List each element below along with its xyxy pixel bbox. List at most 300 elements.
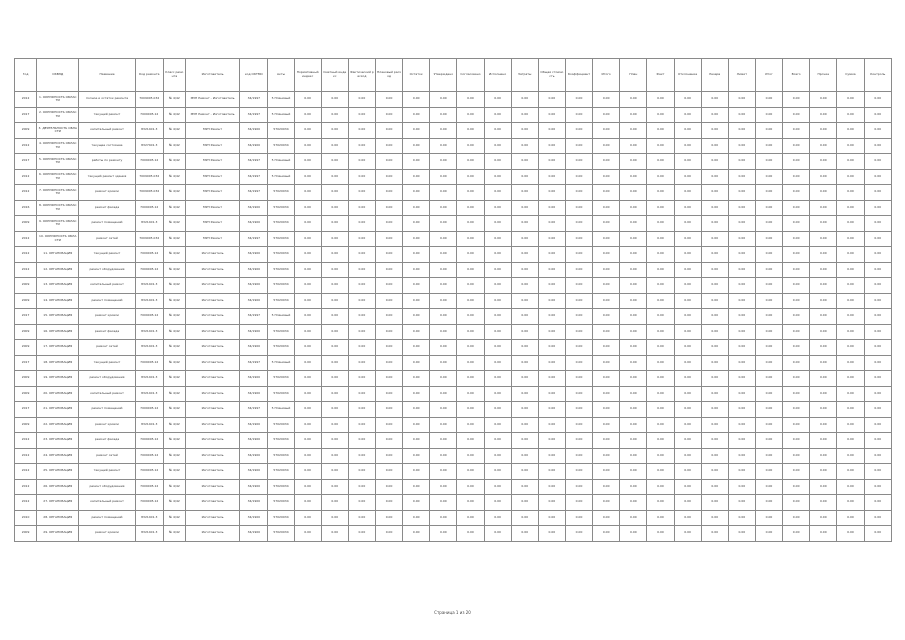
table-cell: 0.00 xyxy=(375,107,402,123)
table-cell: 34/1900 xyxy=(240,510,268,526)
table-cell: 0.00 xyxy=(294,324,321,340)
table-cell: 0.00 xyxy=(864,169,892,185)
table-cell: 0.00 xyxy=(620,371,647,387)
table-cell: 0.00 xyxy=(294,448,321,464)
table-cell: № 4/42 xyxy=(163,479,185,495)
table-cell: 0.00 xyxy=(294,107,321,123)
table-cell: 0.00 xyxy=(375,402,402,418)
table-cell: 0.00 xyxy=(511,510,538,526)
table-cell: 0.00 xyxy=(864,324,892,340)
table-cell: 0.00 xyxy=(457,402,484,418)
column-header: Название xyxy=(79,59,135,92)
table-cell: 0.00 xyxy=(321,92,348,108)
table-cell: 0.00 xyxy=(755,386,782,402)
column-header: Контроль xyxy=(864,59,892,92)
table-cell: 0.00 xyxy=(403,169,430,185)
table-cell: 34/1900 xyxy=(240,433,268,449)
table-cell: 0.00 xyxy=(375,324,402,340)
table-cell: 1. ОКРУЖНОСТЬ ОБЛАСТИ xyxy=(37,92,79,108)
table-cell: 2009 xyxy=(15,340,37,356)
table-cell: МУП Ремонт xyxy=(185,169,239,185)
table-cell: 0.00 xyxy=(783,247,810,263)
table-cell: 0.00 xyxy=(511,464,538,480)
table-cell: 0.00 xyxy=(565,293,592,309)
table-cell: текущий ремонт xyxy=(79,247,135,263)
table-cell: 0.00 xyxy=(728,247,755,263)
table-cell: 0.00 xyxy=(620,309,647,325)
table-cell: 0.00 xyxy=(647,309,674,325)
table-cell: 0.00 xyxy=(701,123,728,139)
table-cell: 57020034 xyxy=(268,417,294,433)
table-cell: 34/1997 xyxy=(240,355,268,371)
table-cell: 0.00 xyxy=(728,433,755,449)
table-cell: 21. ОРГАНИЗАЦИЯ xyxy=(37,402,79,418)
table-cell: 0.00 xyxy=(403,448,430,464)
table-cell: 0.00 xyxy=(620,448,647,464)
table-row xyxy=(15,216,892,232)
table-cell: 0.00 xyxy=(810,433,837,449)
table-cell: 0.00 xyxy=(430,309,457,325)
table-cell: 0.00 xyxy=(375,185,402,201)
table-cell: 0.00 xyxy=(294,526,321,542)
table-cell: 0.00 xyxy=(864,340,892,356)
table-cell: 0.00 xyxy=(864,479,892,495)
table-cell: 34/1900 xyxy=(240,371,268,387)
table-cell: 0.00 xyxy=(430,216,457,232)
table-cell: 0.00 xyxy=(674,402,701,418)
table-cell: 22. ОРГАНИЗАЦИЯ xyxy=(37,417,79,433)
table-cell: 0.00 xyxy=(348,402,375,418)
table-cell: 34/1900 xyxy=(240,464,268,480)
table-cell: № 4/42 xyxy=(163,371,185,387)
table-cell: 0.00 xyxy=(430,293,457,309)
table-cell: 0.00 xyxy=(294,293,321,309)
table-cell: 34/1900 xyxy=(240,448,268,464)
table-cell: 0.00 xyxy=(647,526,674,542)
table-cell: 0.00 xyxy=(674,247,701,263)
table-row xyxy=(15,479,892,495)
table-cell: 0.00 xyxy=(565,526,592,542)
table-cell: 0.00 xyxy=(403,417,430,433)
table-row xyxy=(15,309,892,325)
column-header: Коэффициент xyxy=(565,59,592,92)
table-cell: 0.00 xyxy=(375,262,402,278)
table-cell: 20. ОРГАНИЗАЦИЯ xyxy=(37,386,79,402)
table-cell: 0.00 xyxy=(348,138,375,154)
table-cell: 0.00 xyxy=(430,433,457,449)
table-cell: 0.00 xyxy=(375,495,402,511)
table-cell: ремонт сетей xyxy=(79,231,135,247)
table-cell: 0.00 xyxy=(647,216,674,232)
table-cell: 0.00 xyxy=(348,200,375,216)
table-cell: 0.00 xyxy=(375,464,402,480)
table-cell: 0.00 xyxy=(484,386,511,402)
table-cell: 0.00 xyxy=(837,169,864,185)
table-cell: 2012 xyxy=(15,464,37,480)
table-cell: 0.00 xyxy=(647,324,674,340)
table-cell: 0.00 xyxy=(593,262,620,278)
table-cell: 0.00 xyxy=(348,107,375,123)
data-table xyxy=(14,58,892,542)
table-cell: 16. ОРГАНИЗАЦИЯ xyxy=(37,324,79,340)
table-cell: Изготовитель xyxy=(185,402,239,418)
table-cell: 0.00 xyxy=(864,107,892,123)
table-cell: 0.00 xyxy=(593,417,620,433)
table-cell: № 4/42 xyxy=(163,464,185,480)
table-cell: 0.00 xyxy=(701,154,728,170)
table-cell: 2017 xyxy=(15,355,37,371)
table-cell: текущее состояние xyxy=(79,138,135,154)
table-cell: 0.00 xyxy=(484,448,511,464)
table-cell: № 4/42 xyxy=(163,138,185,154)
table-cell: 0.00 xyxy=(457,340,484,356)
table-cell: 0.00 xyxy=(674,138,701,154)
table-cell: 0.00 xyxy=(755,123,782,139)
table-cell: 0.00 xyxy=(538,123,565,139)
table-cell: 0.00 xyxy=(864,262,892,278)
table-cell: 2009 xyxy=(15,526,37,542)
table-cell: 0.00 xyxy=(430,185,457,201)
table-cell: 0.00 xyxy=(511,371,538,387)
table-cell: № 4/42 xyxy=(163,123,185,139)
table-cell: 0.00 xyxy=(457,169,484,185)
table-cell: 0.00 xyxy=(511,200,538,216)
table-cell: 0.00 xyxy=(647,371,674,387)
table-cell: 0.00 xyxy=(321,262,348,278)
table-cell: 0.00 xyxy=(701,371,728,387)
table-cell: 0.00 xyxy=(647,247,674,263)
table-cell: 57020034 xyxy=(268,138,294,154)
table-cell: 0.00 xyxy=(810,169,837,185)
table-cell: 5 Плановый xyxy=(268,107,294,123)
table-cell: 0.00 xyxy=(565,185,592,201)
table-cell: 0.00 xyxy=(755,107,782,123)
table-cell: 2012 xyxy=(15,262,37,278)
table-cell: 0.00 xyxy=(484,123,511,139)
table-cell: 0.00 xyxy=(864,216,892,232)
table-cell: 0.00 xyxy=(701,448,728,464)
table-cell: 0.00 xyxy=(538,479,565,495)
table-cell: 0.00 xyxy=(538,138,565,154)
table-row xyxy=(15,340,892,356)
table-cell: 0.00 xyxy=(864,200,892,216)
table-cell: 0.00 xyxy=(375,309,402,325)
table-cell: 0.00 xyxy=(728,262,755,278)
table-cell: 0.00 xyxy=(430,169,457,185)
table-cell: 0.00 xyxy=(647,231,674,247)
table-cell: 7009005.12 xyxy=(135,495,163,511)
table-cell: 0.00 xyxy=(457,309,484,325)
table-cell: 0.00 xyxy=(783,216,810,232)
table-row xyxy=(15,231,892,247)
table-cell: 0.00 xyxy=(430,107,457,123)
table-cell: 57020034 xyxy=(268,200,294,216)
table-cell: 0.00 xyxy=(484,92,511,108)
table-cell: 0.00 xyxy=(783,185,810,201)
table-cell: 0.00 xyxy=(430,138,457,154)
table-cell: 0.00 xyxy=(511,278,538,294)
table-cell: 0.00 xyxy=(294,495,321,511)
table-cell: 7009005.12 xyxy=(135,402,163,418)
column-header: Затраты xyxy=(511,59,538,92)
table-cell: 0.00 xyxy=(511,231,538,247)
table-cell: 0.00 xyxy=(321,510,348,526)
table-cell: 0.00 xyxy=(321,123,348,139)
table-cell: 0.00 xyxy=(375,417,402,433)
table-cell: 0.00 xyxy=(810,154,837,170)
table-cell: 0.00 xyxy=(348,293,375,309)
table-cell: 0.00 xyxy=(511,495,538,511)
table-cell: 7009005.12 xyxy=(135,464,163,480)
table-cell: 25. ОРГАНИЗАЦИЯ xyxy=(37,464,79,480)
table-row xyxy=(15,278,892,294)
table-cell: 0.00 xyxy=(810,417,837,433)
table-cell: 0.00 xyxy=(484,138,511,154)
table-cell: 0.00 xyxy=(321,433,348,449)
table-cell: 0.00 xyxy=(538,154,565,170)
table-cell: 57020034 xyxy=(268,247,294,263)
table-cell: 57020034 xyxy=(268,386,294,402)
table-cell: 0.00 xyxy=(511,185,538,201)
table-cell: 0.00 xyxy=(321,231,348,247)
table-cell: 0.00 xyxy=(837,510,864,526)
table-cell: 0.00 xyxy=(484,278,511,294)
table-cell: 57020034 xyxy=(268,278,294,294)
table-cell: 0.00 xyxy=(294,340,321,356)
table-cell: 0.00 xyxy=(375,231,402,247)
table-cell: 0.00 xyxy=(864,402,892,418)
column-header: Класс ремонта xyxy=(163,59,185,92)
table-cell: 2012 xyxy=(15,433,37,449)
table-cell: 0.00 xyxy=(783,448,810,464)
table-cell: 34/1997 xyxy=(240,402,268,418)
table-cell: 0.00 xyxy=(511,92,538,108)
table-cell: 0.00 xyxy=(728,154,755,170)
table-cell: 0.00 xyxy=(321,355,348,371)
table-cell: 0.00 xyxy=(457,231,484,247)
table-cell: 0.00 xyxy=(484,464,511,480)
table-cell: 7009005.032 xyxy=(135,169,163,185)
column-header: Лимит xyxy=(728,59,755,92)
table-cell: 0.00 xyxy=(430,247,457,263)
table-cell: 0.00 xyxy=(457,107,484,123)
table-cell: 0.00 xyxy=(783,464,810,480)
table-cell: 0.00 xyxy=(403,293,430,309)
table-cell: 0.00 xyxy=(403,262,430,278)
table-cell: 0.00 xyxy=(674,92,701,108)
table-cell: 0.00 xyxy=(620,200,647,216)
column-header: Общая стоимость xyxy=(538,59,565,92)
table-cell: 0.00 xyxy=(484,479,511,495)
table-row xyxy=(15,92,892,108)
table-cell: 0.00 xyxy=(593,448,620,464)
table-cell: 0.00 xyxy=(538,247,565,263)
table-cell: 0.00 xyxy=(294,231,321,247)
table-cell: 0.00 xyxy=(647,154,674,170)
table-cell: 0.00 xyxy=(511,169,538,185)
table-cell: № 4/42 xyxy=(163,324,185,340)
table-cell: 0.00 xyxy=(430,324,457,340)
table-cell: 0.00 xyxy=(457,495,484,511)
table-cell: 0.00 xyxy=(593,123,620,139)
table-cell: Изготовитель xyxy=(185,479,239,495)
table-cell: 0.00 xyxy=(538,495,565,511)
table-cell: 0.00 xyxy=(348,247,375,263)
table-cell: 8321401.3 xyxy=(135,526,163,542)
table-cell: 0.00 xyxy=(783,510,810,526)
table-cell: 0.00 xyxy=(701,526,728,542)
table-cell: 0.00 xyxy=(783,495,810,511)
table-cell: 0.00 xyxy=(511,262,538,278)
table-cell: Изготовитель xyxy=(185,433,239,449)
table-cell: 0.00 xyxy=(294,402,321,418)
table-cell: 7009005.12 xyxy=(135,154,163,170)
table-cell: 0.00 xyxy=(511,247,538,263)
table-cell: 0.00 xyxy=(810,92,837,108)
table-cell: 0.00 xyxy=(593,526,620,542)
table-cell: 0.00 xyxy=(810,355,837,371)
table-cell: 0.00 xyxy=(375,510,402,526)
table-cell: 0.00 xyxy=(430,386,457,402)
table-cell: 0.00 xyxy=(484,510,511,526)
table-cell: 0.00 xyxy=(321,216,348,232)
table-cell: № 4/42 xyxy=(163,309,185,325)
table-row xyxy=(15,402,892,418)
table-cell: 57020034 xyxy=(268,340,294,356)
table-cell: 0.00 xyxy=(810,107,837,123)
table-cell: 3. ДЕЯТЕЛЬНОСТЬ ОБЛАСТИ xyxy=(37,123,79,139)
table-cell: 0.00 xyxy=(783,293,810,309)
table-cell: 0.00 xyxy=(755,309,782,325)
table-cell: 0.00 xyxy=(728,293,755,309)
table-cell: 0.00 xyxy=(593,169,620,185)
table-cell: 0.00 xyxy=(837,278,864,294)
table-cell: 0.00 xyxy=(810,231,837,247)
table-cell: 34/1997 xyxy=(240,231,268,247)
table-cell: 0.00 xyxy=(348,495,375,511)
table-cell: 0.00 xyxy=(755,185,782,201)
table-cell: 0.00 xyxy=(620,216,647,232)
table-cell: 0.00 xyxy=(837,231,864,247)
table-cell: 0.00 xyxy=(511,293,538,309)
column-header: Прочие xyxy=(810,59,837,92)
table-cell: 0.00 xyxy=(593,479,620,495)
table-cell: 0.00 xyxy=(565,278,592,294)
table-cell: МУП Ремонт xyxy=(185,216,239,232)
table-cell: 5 Плановый xyxy=(268,402,294,418)
table-cell: 0.00 xyxy=(375,371,402,387)
table-cell: 12. ОРГАНИЗАЦИЯ xyxy=(37,262,79,278)
table-cell: 0.00 xyxy=(810,324,837,340)
table-cell: № 4/42 xyxy=(163,293,185,309)
page-number: Страница 1 из 20 xyxy=(434,610,471,615)
table-cell: 0.00 xyxy=(538,402,565,418)
table-cell: № 4/42 xyxy=(163,386,185,402)
table-cell: № 4/42 xyxy=(163,417,185,433)
table-cell: 57020034 xyxy=(268,495,294,511)
table-cell: 2009 xyxy=(15,278,37,294)
table-cell: 0.00 xyxy=(484,495,511,511)
table-cell: 0.00 xyxy=(294,200,321,216)
table-cell: 0.00 xyxy=(403,200,430,216)
table-row xyxy=(15,154,892,170)
table-cell: 0.00 xyxy=(348,464,375,480)
table-cell: 0.00 xyxy=(755,216,782,232)
table-cell: 0.00 xyxy=(810,510,837,526)
table-cell: 0.00 xyxy=(755,169,782,185)
table-cell: 0.00 xyxy=(728,340,755,356)
table-cell: ремонт фасада xyxy=(79,324,135,340)
table-cell: 0.00 xyxy=(294,123,321,139)
table-cell: 0.00 xyxy=(294,247,321,263)
table-cell: 57020034 xyxy=(268,324,294,340)
table-cell: МУП Ремонт xyxy=(185,154,239,170)
table-row xyxy=(15,433,892,449)
table-cell: 0.00 xyxy=(403,402,430,418)
table-cell: 0.00 xyxy=(783,123,810,139)
table-cell: полное и остаток ремонта xyxy=(79,92,135,108)
table-cell: 0.00 xyxy=(430,371,457,387)
table-cell: 0.00 xyxy=(403,526,430,542)
table-cell: № 4/42 xyxy=(163,247,185,263)
table-cell: ремонт кровли xyxy=(79,309,135,325)
table-cell: 0.00 xyxy=(511,448,538,464)
table-cell: 0.00 xyxy=(457,433,484,449)
table-cell: 0.00 xyxy=(403,247,430,263)
table-cell: 0.00 xyxy=(755,479,782,495)
table-cell: 0.00 xyxy=(484,371,511,387)
table-cell: 0.00 xyxy=(511,526,538,542)
table-cell: 0.00 xyxy=(294,510,321,526)
table-cell: 0.00 xyxy=(348,231,375,247)
table-cell: 0.00 xyxy=(620,262,647,278)
table-cell: № 4/42 xyxy=(163,154,185,170)
table-cell: 0.00 xyxy=(755,355,782,371)
table-cell: 7009005.12 xyxy=(135,479,163,495)
table-cell: 0.00 xyxy=(348,510,375,526)
table-cell: 0.00 xyxy=(674,309,701,325)
table-cell: 0.00 xyxy=(783,433,810,449)
table-cell: 0.00 xyxy=(674,479,701,495)
table-cell: 0.00 xyxy=(674,371,701,387)
table-cell: 0.00 xyxy=(701,247,728,263)
table-cell: 0.00 xyxy=(810,262,837,278)
table-cell: 0.00 xyxy=(457,216,484,232)
table-cell: 7009005.12 xyxy=(135,107,163,123)
table-cell: 2009 xyxy=(15,417,37,433)
column-header: код ОКТМО xyxy=(240,59,268,92)
table-cell: 0.00 xyxy=(348,278,375,294)
table-cell: 0.00 xyxy=(403,154,430,170)
table-cell: 0.00 xyxy=(864,278,892,294)
table-cell: 0.00 xyxy=(538,200,565,216)
table-cell: 0.00 xyxy=(593,92,620,108)
table-cell: 2012 xyxy=(15,448,37,464)
table-cell: 0.00 xyxy=(728,107,755,123)
table-cell: 0.00 xyxy=(593,402,620,418)
table-cell: 0.00 xyxy=(538,386,565,402)
table-cell: 0.00 xyxy=(593,138,620,154)
table-row xyxy=(15,526,892,542)
table-cell: 0.00 xyxy=(348,169,375,185)
column-header: План xyxy=(620,59,647,92)
table-cell: 0.00 xyxy=(701,495,728,511)
table-cell: 0.00 xyxy=(538,92,565,108)
table-cell: 0.00 xyxy=(348,185,375,201)
table-cell: 0.00 xyxy=(864,92,892,108)
table-cell: 0.00 xyxy=(538,309,565,325)
table-cell: 0.00 xyxy=(620,417,647,433)
